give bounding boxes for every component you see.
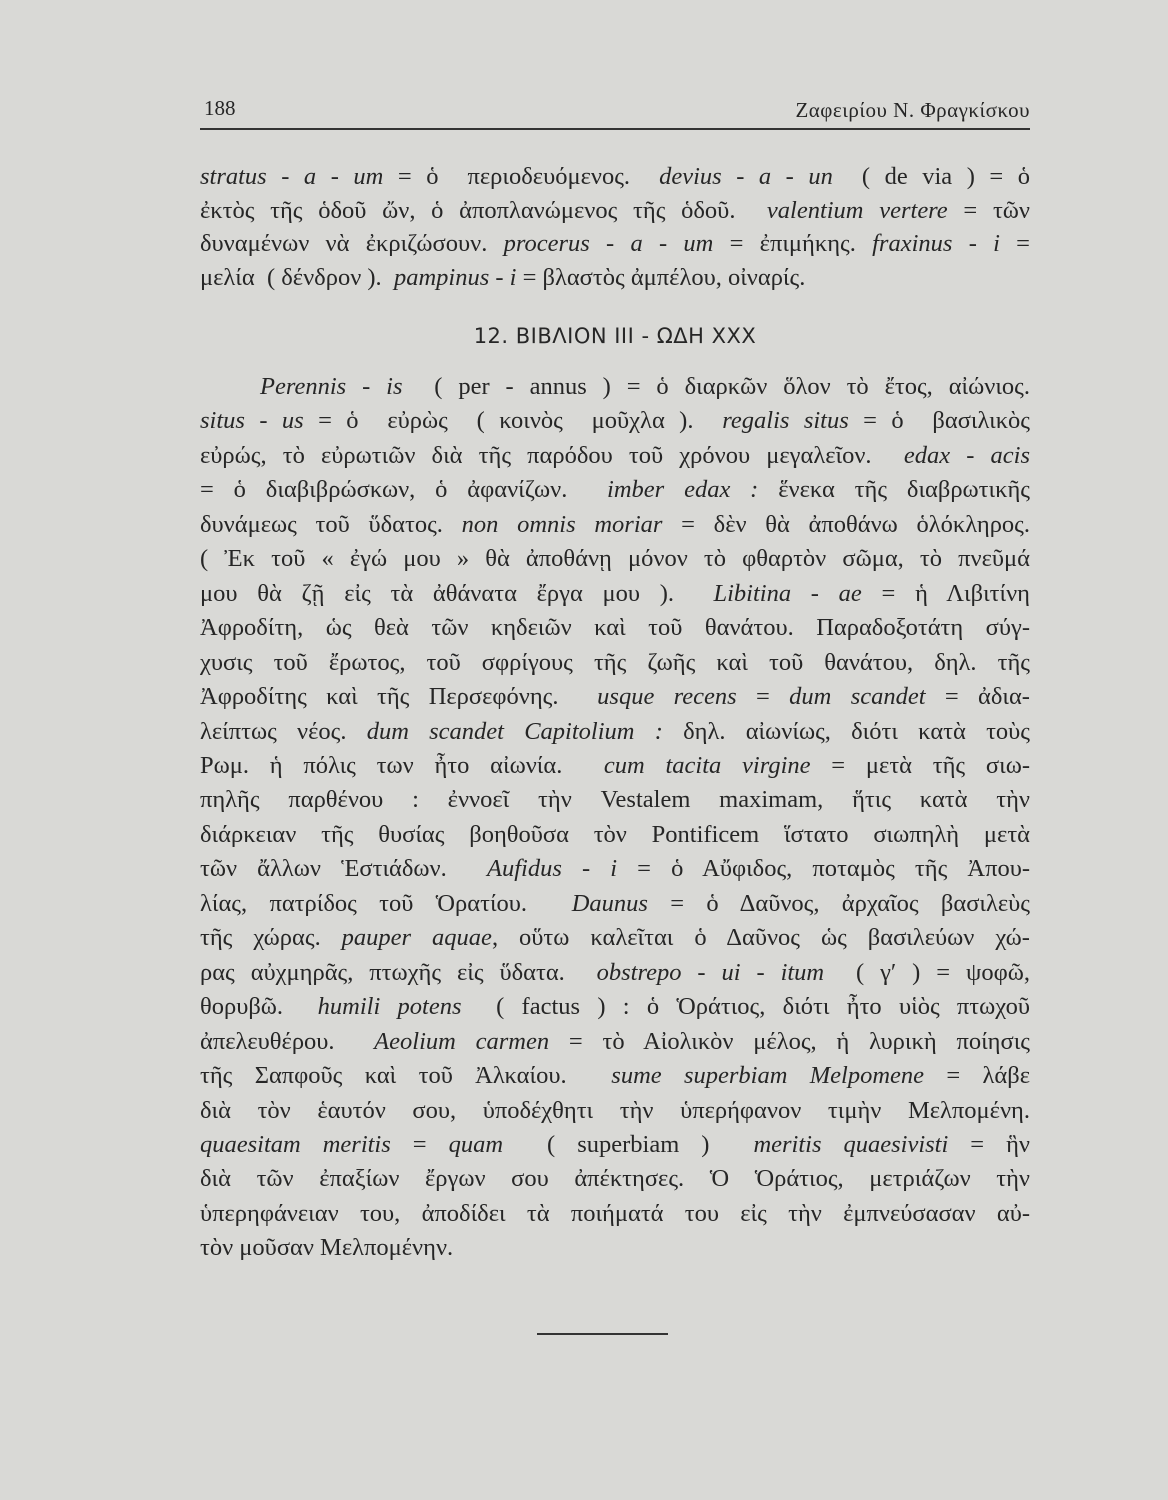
greek-text: λείπτως νέος. <box>200 717 367 745</box>
greek-text: = δὲν θὰ ἀποθάνω ὁλόκληρος. <box>662 510 1031 538</box>
latin-term: pampinus - i <box>393 263 517 291</box>
latin-term: non omnis moriar <box>461 510 663 538</box>
paragraph-glossary-1 <box>200 160 1030 294</box>
latin-term: stratus - a - um <box>200 163 384 190</box>
text-line <box>200 404 1030 438</box>
text-line <box>200 1231 1030 1265</box>
greek-text: τῶν ἄλλων Ἑστιάδων. <box>200 855 487 883</box>
greek-text: ( γ′ ) = ψοφῶ, <box>824 958 1030 986</box>
greek-text: = λάβε <box>924 1062 1030 1090</box>
text-line <box>200 990 1030 1024</box>
greek-text: ρας αὐχμηρᾶς, πτωχῆς εἰς ὕδατα. <box>200 958 597 986</box>
greek-text: τῆς Σαπφοῦς καὶ τοῦ Ἀλκαίου. <box>200 1062 612 1090</box>
latin-term: Perennis - is <box>260 373 403 400</box>
greek-text: ( factus ) : ὁ Ὁράτιος, διότι ἦτο υἱὸς πτωχοῦ <box>461 993 1030 1021</box>
latin-term: sume superbiam Melpomene <box>611 1062 925 1090</box>
text-line <box>200 1162 1030 1196</box>
greek-text: διὰ τῶν ἐπαξίων ἔργων σου ἀπέκτησες. Ὁ Ὁράτιος, μετριάζων τὴν <box>200 1165 1030 1193</box>
text-line <box>200 160 1030 194</box>
greek-text: δυναμένων νὰ ἐκριζώσουν. <box>200 230 504 257</box>
greek-text: = βλαστὸς ἀμπέλου, οἰναρίς. <box>516 263 806 291</box>
greek-text: = <box>999 230 1030 257</box>
greek-text: = ἀδια- <box>925 683 1030 711</box>
text-line <box>200 956 1030 990</box>
paragraph-glossary-2 <box>200 370 1030 1266</box>
text-line <box>200 1128 1030 1162</box>
greek-text: , οὕτω καλεῖται ὁ Δαῦνος ὡς βασιλεύων χώ- <box>491 924 1030 952</box>
latin-term: pauper aquae <box>341 924 492 952</box>
greek-text: μου θὰ ζῇ εἰς τὰ ἀθάνατα ἔργα μου ). <box>200 579 714 607</box>
text-line <box>200 1059 1030 1093</box>
greek-text: Ρωμ. ἡ πόλις των ἦτο αἰωνία. <box>200 751 604 779</box>
latin-term: fraxinus - i <box>872 230 1000 257</box>
latin-term: edax - acis <box>903 441 1031 469</box>
text-line <box>200 439 1030 473</box>
greek-text: ( Ἐκ τοῦ « ἐγώ μου » θὰ ἀποθάνῃ μόνον τὸ φθαρτὸν σῶμα, τὸ πνεῦμά <box>200 545 1030 573</box>
greek-text: διὰ τὸν ἑαυτόν σου, ὑποδέχθητι τὴν ὑπερήφανον τιμὴν Μελπομένη. <box>200 1096 1030 1124</box>
page-number: 188 <box>204 96 236 120</box>
text-line <box>200 1025 1030 1059</box>
section-title: 12. ΒΙΒΛΙΟΝ III - ΩΔΗ XXX <box>473 324 757 348</box>
greek-text: ἕνεκα τῆς διαβρωτικῆς <box>758 476 1030 504</box>
latin-term: humili potens <box>317 993 462 1021</box>
latin-term: dum scandet Capitolium : <box>366 717 663 745</box>
latin-term: Aeolium carmen <box>374 1027 550 1055</box>
text-line <box>200 261 1030 295</box>
latin-term: regalis situs <box>722 407 849 435</box>
text-line <box>200 921 1030 955</box>
text-line <box>200 646 1030 680</box>
text-line <box>200 887 1030 921</box>
greek-text: Ἀφροδίτη, ὡς θεὰ τῶν κηδειῶν καὶ τοῦ θανάτου. Παραδοξοτάτη σύγ- <box>200 614 1030 642</box>
text-line <box>200 577 1030 611</box>
text-line <box>200 194 1030 228</box>
greek-text: = <box>736 683 790 711</box>
text-line <box>200 1197 1030 1231</box>
text-line <box>200 542 1030 576</box>
latin-term: obstrepo - ui - itum <box>596 958 825 986</box>
latin-term: devius - a - un <box>659 163 833 190</box>
greek-text: ἀπελευθέρου. <box>200 1027 375 1055</box>
latin-term: Daunus <box>571 889 648 917</box>
text-line <box>200 611 1030 645</box>
greek-text: τῆς χώρας. <box>200 924 342 952</box>
greek-text: θορυβῶ. <box>200 993 318 1021</box>
greek-text: Ἀφροδίτης καὶ τῆς Περσεφόνης. <box>200 683 598 711</box>
running-head: Ζαφειρίου Ν. Φραγκίσκου <box>795 98 1030 122</box>
greek-text: = ἣν <box>948 1130 1031 1158</box>
greek-text: ( superbiam ) <box>503 1130 754 1158</box>
latin-term: quam <box>448 1130 504 1158</box>
text-line <box>200 473 1030 507</box>
latin-term: meritis quaesivisti <box>753 1130 949 1158</box>
text-line <box>200 852 1030 886</box>
text-line <box>200 680 1030 714</box>
greek-text: λίας, πατρίδος τοῦ Ὁρατίου. <box>200 889 572 917</box>
greek-text: ( de via ) = ὁ <box>832 163 1030 190</box>
text-line <box>200 1094 1030 1128</box>
end-rule <box>537 1333 668 1335</box>
text-line <box>200 818 1030 852</box>
text-line <box>200 508 1030 542</box>
greek-text: εὐρώς, τὸ εὐρωτιῶν διὰ τῆς παρόδου τοῦ χρόνου μεγαλεῖον. <box>200 441 904 469</box>
latin-term: cum tacita virgine <box>603 751 811 779</box>
greek-text: = ὁ Αὔφιδος, ποταμὸς τῆς Ἀπου- <box>617 855 1030 883</box>
greek-text: = τὸ Αἰολικὸν μέλος, ἡ λυρικὴ ποίησις <box>549 1027 1030 1055</box>
greek-text: = ὁ εὐρὼς ( κοινὸς μοῦχλα ). <box>303 407 723 435</box>
latin-term: procerus - a - um <box>503 230 714 257</box>
greek-text: πηλῆς παρθένου : ἐννοεῖ τὴν Vestalem maximam, ἥτις κατὰ τὴν <box>200 786 1030 814</box>
greek-text: ὑπερηφάνειαν του, ἀποδίδει τὰ ποιήματά του εἰς τὴν ἐμπνεύσασαν αὐ- <box>200 1199 1030 1227</box>
greek-text: = ἡ Λιβιτίνη <box>861 579 1030 607</box>
greek-text: δυνάμεως τοῦ ὕδατος. <box>200 510 462 538</box>
greek-text: τὸν μοῦσαν Μελπομένην. <box>200 1234 454 1262</box>
greek-text: = ἐπιμήκης. <box>713 230 873 257</box>
greek-text: = <box>390 1130 449 1158</box>
greek-text: μελία ( δένδρον ). <box>200 263 394 291</box>
header-rule <box>200 128 1030 130</box>
greek-text: διάρκειαν τῆς θυσίας βοηθοῦσα τὸν Pontificem ἵστατο σιωπηλὴ μετὰ <box>200 820 1030 848</box>
greek-text: ( per - annus ) = ὁ διαρκῶν ὅλον τὸ ἔτος, αἰώνιος. <box>402 373 1030 400</box>
latin-term: imber edax : <box>607 476 759 504</box>
latin-term: usque recens <box>597 683 737 711</box>
greek-text: = ὁ περιοδευόμενος. <box>383 163 660 190</box>
latin-term: Libitina - ae <box>713 579 862 607</box>
text-line <box>200 715 1030 749</box>
latin-term: dum scandet <box>789 683 926 711</box>
latin-term: valentium vertere <box>766 196 948 224</box>
latin-term: quaesitam meritis <box>200 1130 391 1158</box>
latin-term: Aufidus - i <box>487 855 618 883</box>
text-line <box>200 227 1030 261</box>
text-line <box>200 783 1030 817</box>
text-line <box>200 370 1030 404</box>
greek-text: δηλ. αἰωνίως, διότι κατὰ τοὺς <box>662 717 1030 745</box>
greek-text: = τῶν <box>947 196 1030 224</box>
greek-text: = ὁ Δαῦνος, ἀρχαῖος βασιλεὺς <box>647 889 1030 917</box>
greek-text: χυσις τοῦ ἔρωτος, τοῦ σφρίγους τῆς ζωῆς καὶ τοῦ θανάτου, δηλ. τῆς <box>200 648 1030 676</box>
greek-text: = ὁ διαβιβρώσκων, ὁ ἀφανίζων. <box>200 476 608 504</box>
greek-text: = ὁ βασιλικὸς <box>848 407 1030 435</box>
latin-term: situs - us <box>200 407 304 435</box>
greek-text: ἐκτὸς τῆς ὁδοῦ ὤν, ὁ ἀποπλανώμενος τῆς ὁδοῦ. <box>200 196 767 224</box>
greek-text: = μετὰ τῆς σιω- <box>810 751 1030 779</box>
text-line <box>200 749 1030 783</box>
